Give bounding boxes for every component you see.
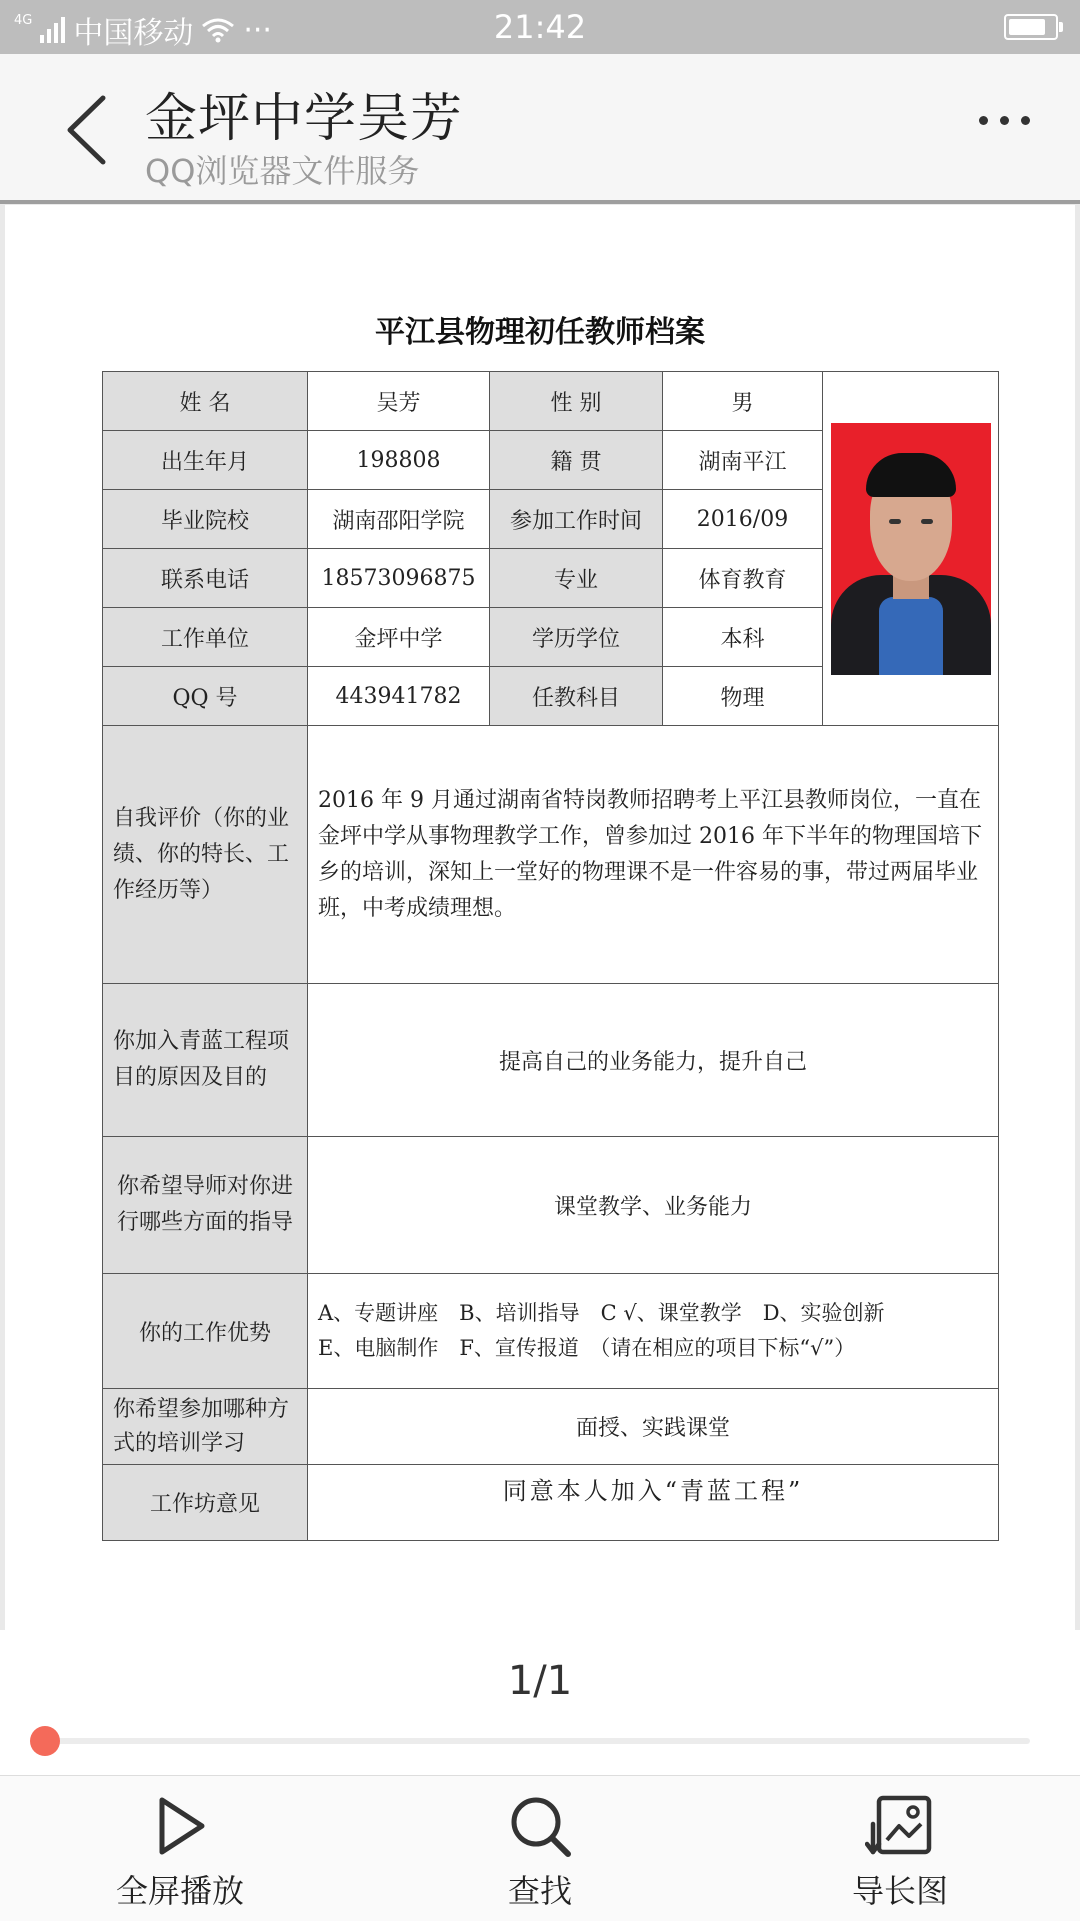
value-unit: 金坪中学 [308, 608, 490, 667]
dot-icon [1000, 116, 1009, 125]
label-opinion: 工作坊意见 [103, 1465, 308, 1541]
document-title: 平江县物理初任教师档案 [375, 315, 705, 350]
page-slider-thumb[interactable] [30, 1726, 60, 1756]
label-guidance: 你希望导师对你进行哪些方面的指导 [103, 1137, 308, 1274]
label-phone: 联系电话 [103, 549, 308, 608]
page-slider-track[interactable] [44, 1738, 1030, 1744]
play-icon [150, 1794, 210, 1858]
value-guidance: 课堂教学、业务能力 [308, 1137, 999, 1274]
find-label: 查找 [507, 1872, 572, 1910]
clock: 21:42 [493, 8, 587, 46]
fullscreen-play-button[interactable] [80, 1794, 280, 1912]
value-degree: 本科 [663, 608, 823, 667]
value-training: 面授、实践课堂 [308, 1389, 999, 1465]
label-school: 毕业院校 [103, 490, 308, 549]
page-indicator: 1/1 [507, 1658, 573, 1704]
value-name: 吴芳 [308, 372, 490, 431]
value-school: 湖南邵阳学院 [308, 490, 490, 549]
carrier-label: 中国移动 [73, 16, 194, 51]
id-photo [831, 423, 991, 675]
label-self-eval: 自我评价（你的业绩、你的特长、工作经历等） [103, 726, 308, 984]
more-menu-button[interactable] [979, 116, 1030, 125]
opinion-text: 同意本人加入“青蓝工程” [502, 1477, 804, 1505]
label-advantage: 你的工作优势 [103, 1274, 308, 1389]
page-title: 金坪中学吴芳 [145, 89, 464, 149]
battery-icon [1004, 14, 1058, 40]
export-long-image-label: 导长图 [851, 1872, 948, 1910]
value-self-eval: 2016 年 9 月通过湖南省特岗教师招聘考上平江县教师岗位，一直在金坪中学从事物理教学工作，曾参加过 2016 年下半年的物理国培下乡的培训，深知上一堂好的物理课不是一件容易的事，带过两届毕业班，中考成绩理想。 [308, 726, 999, 984]
pager [0, 1630, 1080, 1775]
dot-icon [979, 116, 988, 125]
value-advantage [308, 1274, 999, 1389]
value-subject: 物理 [663, 667, 823, 726]
label-work-start: 参加工作时间 [490, 490, 663, 549]
value-qq: 443941782 [308, 667, 490, 726]
value-hometown: 湖南平江 [663, 431, 823, 490]
label-birth: 出生年月 [103, 431, 308, 490]
document-page[interactable] [5, 205, 1075, 1630]
label-gender: 性 别 [490, 372, 663, 431]
more-status-dots: ··· [243, 12, 272, 48]
value-birth: 198808 [308, 431, 490, 490]
label-subject: 任教科目 [490, 667, 663, 726]
export-long-image-button[interactable] [800, 1794, 1000, 1912]
label-name: 姓 名 [103, 372, 308, 431]
status-bar [0, 0, 1080, 54]
value-reason: 提高自己的业务能力，提升自己 [308, 984, 999, 1137]
advantage-line-2: E、电脑制作 F、宣传报道 （请在相应的项目下标“√”） [318, 1336, 856, 1360]
value-gender: 男 [663, 372, 823, 431]
page-subtitle: QQ浏览器文件服务 [145, 152, 420, 190]
dot-icon [1021, 116, 1030, 125]
label-major: 专业 [490, 549, 663, 608]
label-hometown: 籍 贯 [490, 431, 663, 490]
search-icon [508, 1794, 572, 1858]
network-type: 4G [14, 12, 33, 28]
advantage-line-1: A、专题讲座 B、培训指导 C √、课堂教学 D、实验创新 [318, 1301, 885, 1325]
label-qq: QQ 号 [103, 667, 308, 726]
fullscreen-play-label: 全屏播放 [115, 1872, 244, 1910]
back-arrow-icon[interactable] [58, 90, 118, 170]
bottom-toolbar [0, 1775, 1080, 1921]
profile-table [102, 371, 999, 1541]
label-unit: 工作单位 [103, 608, 308, 667]
photo-cell [823, 372, 999, 726]
label-training: 你希望参加哪种方式的培训学习 [103, 1389, 308, 1465]
find-button[interactable] [440, 1794, 640, 1912]
export-image-icon [865, 1794, 935, 1858]
label-reason: 你加入青蓝工程项目的原因及目的 [103, 984, 308, 1137]
app-header [0, 54, 1080, 204]
label-degree: 学历学位 [490, 608, 663, 667]
value-major: 体育教育 [663, 549, 823, 608]
value-work-start: 2016/09 [663, 490, 823, 549]
value-opinion [308, 1465, 999, 1541]
value-phone: 18573096875 [308, 549, 490, 608]
